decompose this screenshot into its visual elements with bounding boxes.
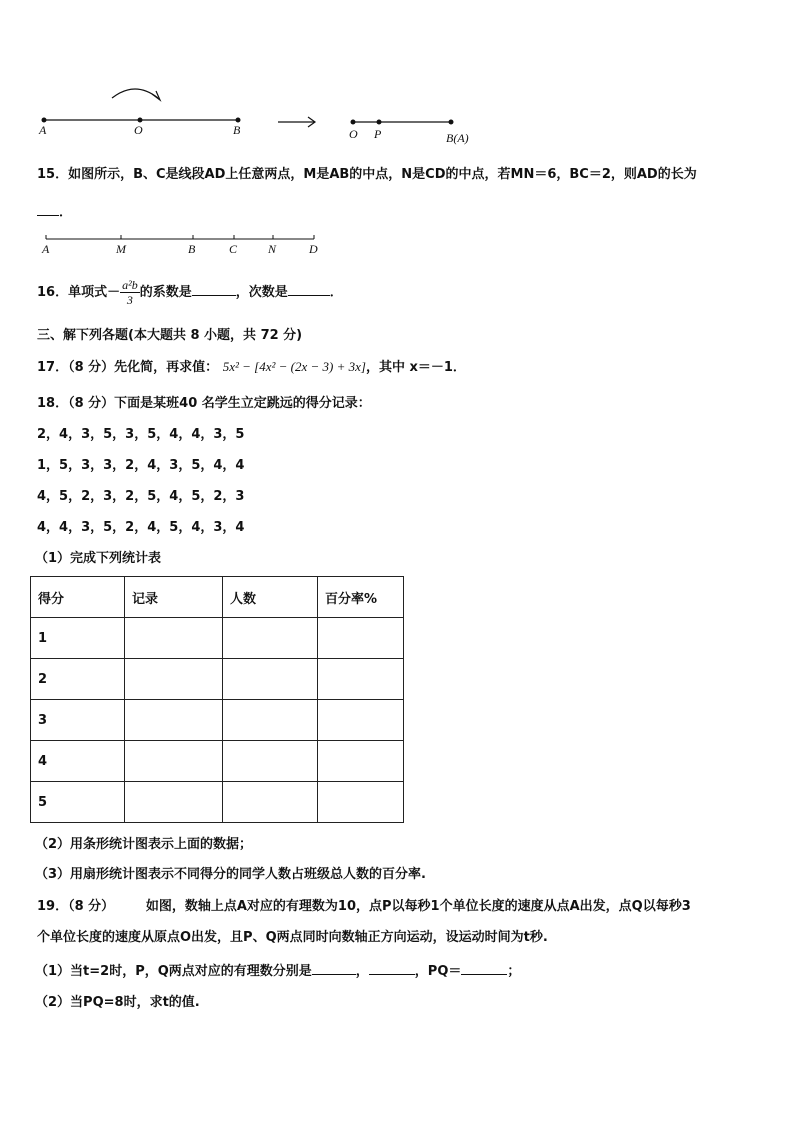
curved-arrow [112, 89, 158, 98]
count-cell[interactable] [223, 618, 318, 659]
table-row [31, 618, 404, 659]
q18-data-row-1: 2，4，3，5，3，5，4，4，3，5 [37, 427, 245, 442]
label-A: A [39, 123, 47, 137]
q15-text [37, 167, 697, 183]
percent-cell[interactable] [318, 782, 404, 823]
record-cell[interactable] [125, 782, 223, 823]
q19-points: （8 分） [68, 899, 115, 914]
q16-mid2: ，次数是 [235, 285, 288, 300]
q19-q-blank[interactable] [369, 962, 415, 975]
q15-figure [40, 232, 330, 258]
q18-stat-table [30, 576, 404, 823]
q18-data-row-3: 4，5，2，3，2，5，4，5，2，3 [37, 489, 245, 504]
label-O2: O [349, 127, 358, 141]
q17-number: 17． [37, 360, 69, 375]
q16-text [37, 278, 343, 308]
label-BA: B(A) [446, 131, 469, 145]
score-cell: 2 [31, 659, 125, 700]
q19-stem-1: 如图，数轴上点A对应的有理数为10，点P以每秒1个单位长度的速度从点A出发，点Q以每秒3 [145, 899, 691, 914]
section-3-heading: 三、解下列各题(本大题共 8 小题，共 72 分) [37, 328, 303, 343]
q19-sub1-pq: ，PQ＝ [414, 964, 462, 979]
point-O [138, 118, 143, 123]
q15-answer-blank[interactable] [37, 203, 59, 216]
percent-cell[interactable] [318, 618, 404, 659]
count-cell[interactable] [223, 782, 318, 823]
q16-pre: 单项式－ [68, 285, 121, 300]
q16-frac-denominator: 3 [126, 293, 133, 307]
q19-sub1 [35, 962, 520, 980]
label-N: N [268, 242, 277, 256]
table-row [31, 782, 404, 823]
q17-tail: ，其中 x＝－1． [365, 360, 466, 375]
q19-p-blank[interactable] [312, 962, 356, 975]
point-BA [449, 120, 454, 125]
point-A [42, 118, 47, 123]
score-cell: 5 [31, 782, 125, 823]
score-cell: 1 [31, 618, 125, 659]
q19-sub2: （2）当PQ=8时，求t的值. [35, 995, 200, 1010]
q14-figure [30, 82, 490, 146]
q18-number: 18． [37, 396, 69, 411]
header-count: 人数 [223, 577, 318, 618]
q16-mid: 的系数是 [139, 285, 192, 300]
q15-period: ． [59, 205, 73, 220]
q17-text [37, 359, 466, 376]
q19-pq-blank[interactable] [461, 962, 507, 975]
q18-data-row-2: 1，5，3，3，2，4，3，5，4，4 [37, 458, 245, 473]
table-row [31, 700, 404, 741]
curved-arrow-head [152, 91, 160, 100]
q17-expression: 5x² − [4x² − (2x − 3) + 3x] [222, 359, 366, 374]
point-P [377, 120, 382, 125]
q16-frac-numerator: a²b [122, 278, 138, 292]
percent-cell[interactable] [318, 700, 404, 741]
score-cell: 4 [31, 741, 125, 782]
q16-end: ． [329, 285, 343, 300]
q18-sub3: （3）用扇形统计图表示不同得分的同学人数占班级总人数的百分率. [35, 867, 426, 882]
header-record: 记录 [125, 577, 223, 618]
label-A: A [42, 242, 50, 256]
q17-points: （8 分） [68, 360, 115, 375]
q15-answer-line [37, 203, 72, 221]
q19-number: 19． [37, 899, 69, 914]
q17-stem: 先化简，再求值： [114, 360, 219, 375]
q18-points: （8 分） [68, 396, 115, 411]
point-O2 [351, 120, 356, 125]
percent-cell[interactable] [318, 741, 404, 782]
q18-sub1: （1）完成下列统计表 [35, 551, 162, 566]
q18-text [37, 396, 371, 412]
label-B: B [188, 242, 196, 256]
q18-data-row-4: 4，4，3，5，2，4，5，4，3，4 [37, 520, 245, 535]
record-cell[interactable] [125, 618, 223, 659]
q19-sub1-end: ； [507, 964, 521, 979]
record-cell[interactable] [125, 700, 223, 741]
count-cell[interactable] [223, 659, 318, 700]
label-C: C [229, 242, 238, 256]
count-cell[interactable] [223, 700, 318, 741]
table-header-row [31, 577, 404, 618]
q15-stem: 如图所示，B、C是线段AD上任意两点，M是AB的中点，N是CD的中点，若MN＝6，BC＝2，则AD的长为 [68, 167, 697, 182]
q16-coefficient-blank[interactable] [192, 283, 236, 296]
q18-stem: 下面是某班40 名学生立定跳远的得分记录： [114, 396, 371, 411]
q16-degree-blank[interactable] [288, 283, 330, 296]
label-M: M [116, 242, 126, 256]
q16-fraction [120, 278, 140, 307]
q19-sub1-sep: ， [355, 964, 369, 979]
q19-sub1-pre: （1）当t=2时，P，Q两点对应的有理数分别是 [35, 964, 312, 979]
record-cell[interactable] [125, 741, 223, 782]
percent-cell[interactable] [318, 659, 404, 700]
q15-number: 15． [37, 167, 69, 182]
label-B: B [233, 123, 241, 137]
record-cell[interactable] [125, 659, 223, 700]
label-D: D [309, 242, 318, 256]
score-cell: 3 [31, 700, 125, 741]
point-B [236, 118, 241, 123]
table-row [31, 659, 404, 700]
q19-text-2: 个单位长度的速度从原点O出发，且P、Q两点同时向数轴正方向运动，设运动时间为t秒. [37, 930, 548, 945]
q19-text-1 [37, 899, 691, 915]
label-P: P [374, 127, 382, 141]
q18-sub2: （2）用条形统计图表示上面的数据； [35, 837, 253, 852]
label-O: O [134, 123, 143, 137]
header-percent: 百分率% [318, 577, 404, 618]
table-row [31, 741, 404, 782]
q16-number: 16． [37, 285, 69, 300]
count-cell[interactable] [223, 741, 318, 782]
header-score: 得分 [31, 577, 125, 618]
